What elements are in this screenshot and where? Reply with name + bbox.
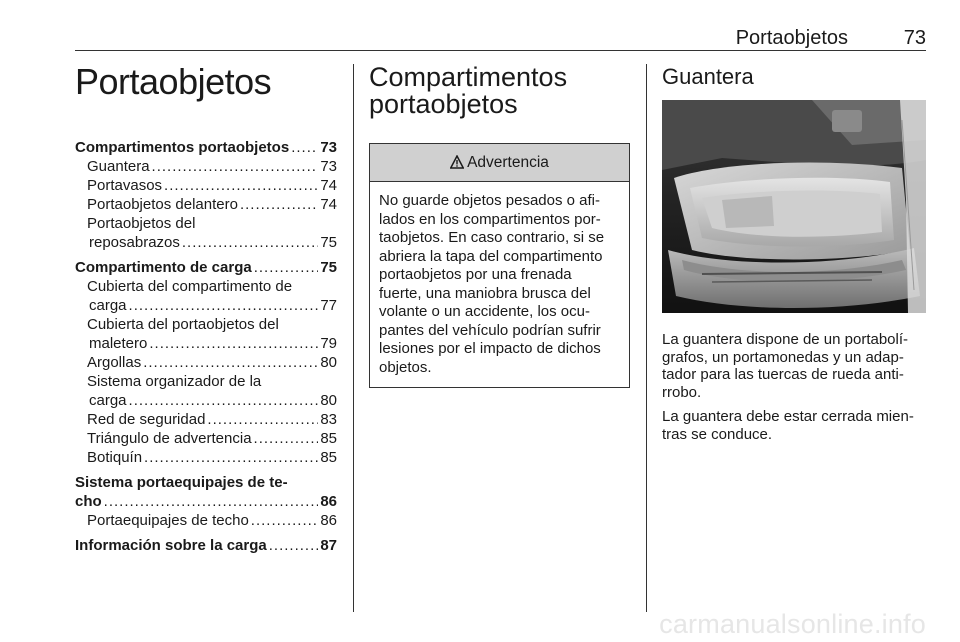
toc-entry-text: Sistema organizador de la: [87, 373, 262, 390]
toc-page-number: 73: [320, 158, 337, 175]
warning-label: Advertencia: [467, 153, 549, 171]
glovebox-driving-note: [662, 408, 926, 443]
toc-entry-text: Portaequipajes de techo: [87, 512, 249, 529]
toc-sub-entry: [75, 334, 337, 353]
toc-sub-entry: [75, 391, 337, 410]
toc-entry-text: reposabrazos: [89, 234, 180, 251]
toc-sub-entry: [75, 353, 337, 372]
warning-text-line: volante o un accidente, los ocu-: [379, 303, 590, 320]
subsection-title: Guantera: [662, 64, 754, 89]
toc-entry-text: Portaobjetos delantero: [87, 196, 238, 213]
toc-page-number: 75: [320, 234, 337, 251]
toc-main-entry: [75, 492, 337, 511]
column-divider: [353, 64, 354, 612]
toc-main-entry: [75, 138, 337, 157]
section-title-line: Compartimentos: [369, 62, 568, 92]
glovebox-photo: [662, 100, 926, 313]
toc-entry-text: Portaobjetos del: [87, 215, 196, 232]
toc-sub-entry: [75, 233, 337, 252]
toc-page-number: 85: [320, 430, 337, 447]
toc-page-number: 80: [320, 354, 337, 371]
toc-dot-leader: [207, 410, 318, 429]
table-of-contents: [75, 138, 337, 555]
toc-dot-leader: [143, 353, 318, 372]
paragraph-line: La guantera dispone de un portabolí-: [662, 331, 909, 348]
glovebox-description: [662, 331, 926, 401]
running-header: [75, 26, 926, 50]
warning-text-line: objetos.: [379, 358, 432, 376]
toc-sub-entry: [75, 429, 337, 448]
watermark: carmanualsonline.info: [659, 609, 926, 639]
warning-text-line: lados en los compartimentos por-: [379, 210, 601, 228]
paragraph-line: rrobo.: [662, 383, 702, 401]
toc-dot-leader: [291, 138, 318, 157]
toc-entry-text: Argollas: [87, 354, 142, 371]
toc-entry-text: Red de seguridad: [87, 411, 206, 428]
page-number: 73: [903, 27, 926, 49]
toc-sub-entry: [75, 448, 337, 467]
glovebox-column: [662, 64, 926, 450]
toc-page-number: 75: [320, 259, 337, 276]
toc-entry-text: Información sobre la carga: [75, 537, 267, 554]
toc-entry-text: Compartimento de carga: [75, 259, 252, 276]
toc-sub-entry: [75, 176, 337, 195]
toc-dot-leader: [129, 391, 319, 410]
toc-page-number: 74: [320, 177, 337, 194]
toc-page-number: 86: [320, 512, 337, 529]
toc-dot-leader: [182, 233, 318, 252]
toc-sub-entry: [75, 511, 337, 530]
section-title: [369, 64, 631, 118]
toc-sub-entry: [75, 315, 337, 334]
chapter-title: Portaobjetos: [75, 61, 272, 102]
toc-sub-entry: [75, 157, 337, 176]
section-title-line: portaobjetos: [369, 89, 518, 119]
toc-page-number: 74: [320, 196, 337, 213]
toc-sub-entry: [75, 277, 337, 296]
toc-dot-leader: [254, 258, 319, 277]
toc-dot-leader: [149, 334, 318, 353]
toc-sub-entry: [75, 372, 337, 391]
toc-dot-leader: [240, 195, 318, 214]
toc-entry-text: carga: [89, 392, 127, 409]
toc-dot-leader: [152, 157, 319, 176]
warning-text-line: fuerte, una maniobra brusca del: [379, 284, 591, 302]
toc-page-number: 73: [320, 139, 337, 156]
toc-page-number: 87: [320, 537, 337, 554]
section-column: [369, 64, 631, 388]
toc-dot-leader: [129, 296, 319, 315]
warning-text-line: pantes del vehículo podrían sufrir: [379, 321, 601, 339]
toc-entry-text: Guantera: [87, 158, 150, 175]
toc-sub-entry: [75, 195, 337, 214]
warning-text-line: lesiones por el impacto de dichos: [379, 340, 601, 357]
toc-dot-leader: [104, 492, 319, 511]
toc-main-entry: [75, 258, 337, 277]
toc-main-entry: [75, 473, 337, 492]
running-header-title: Portaobjetos: [735, 27, 848, 49]
toc-entry-text: Botiquín: [87, 449, 143, 466]
toc-dot-leader: [251, 511, 319, 530]
toc-entry-text: Cubierta del portaobjetos del: [87, 316, 279, 333]
toc-entry-text: maletero: [89, 335, 148, 352]
toc-sub-entry: [75, 214, 337, 233]
toc-entry-text: Compartimentos portaobjetos: [75, 139, 290, 156]
chapter-column: [75, 62, 337, 555]
toc-page-number: 79: [320, 335, 337, 352]
toc-entry-text: cho: [75, 493, 102, 510]
toc-dot-leader: [164, 176, 318, 195]
paragraph-line: tras se conduce.: [662, 425, 773, 443]
warning-text-line: portaobjetos por una frenada: [379, 266, 572, 283]
toc-page-number: 86: [320, 493, 337, 510]
toc-dot-leader: [144, 448, 318, 467]
warning-triangle-icon: [450, 155, 464, 169]
warning-text-line: taobjetos. En caso contrario, si se: [379, 229, 605, 246]
toc-entry-text: Portavasos: [87, 177, 163, 194]
toc-page-number: 77: [320, 297, 337, 314]
toc-sub-entry: [75, 410, 337, 429]
toc-page-number: 85: [320, 449, 337, 466]
warning-text: [370, 182, 629, 387]
toc-page-number: 80: [320, 392, 337, 409]
toc-dot-leader: [269, 536, 319, 555]
toc-sub-entry: [75, 296, 337, 315]
header-rule: [75, 50, 926, 51]
warning-header: [370, 144, 629, 182]
toc-main-entry: [75, 536, 337, 555]
toc-entry-text: carga: [89, 297, 127, 314]
toc-entry-text: Sistema portaequipajes de te-: [75, 474, 288, 491]
column-divider: [646, 64, 647, 612]
toc-entry-text: Triángulo de advertencia: [87, 430, 252, 447]
toc-dot-leader: [254, 429, 319, 448]
toc-page-number: 83: [320, 411, 337, 428]
paragraph-line: La guantera debe estar cerrada mien-: [662, 408, 914, 425]
paragraph-line: tador para las tuercas de rueda anti-: [662, 366, 904, 383]
warning-text-line: No guarde objetos pesados o afi-: [379, 192, 600, 209]
warning-box: [369, 143, 630, 388]
paragraph-line: grafos, un portamonedas y un adap-: [662, 348, 904, 366]
warning-text-line: abriera la tapa del compartimento: [379, 247, 603, 265]
toc-entry-text: Cubierta del compartimento de: [87, 278, 293, 295]
